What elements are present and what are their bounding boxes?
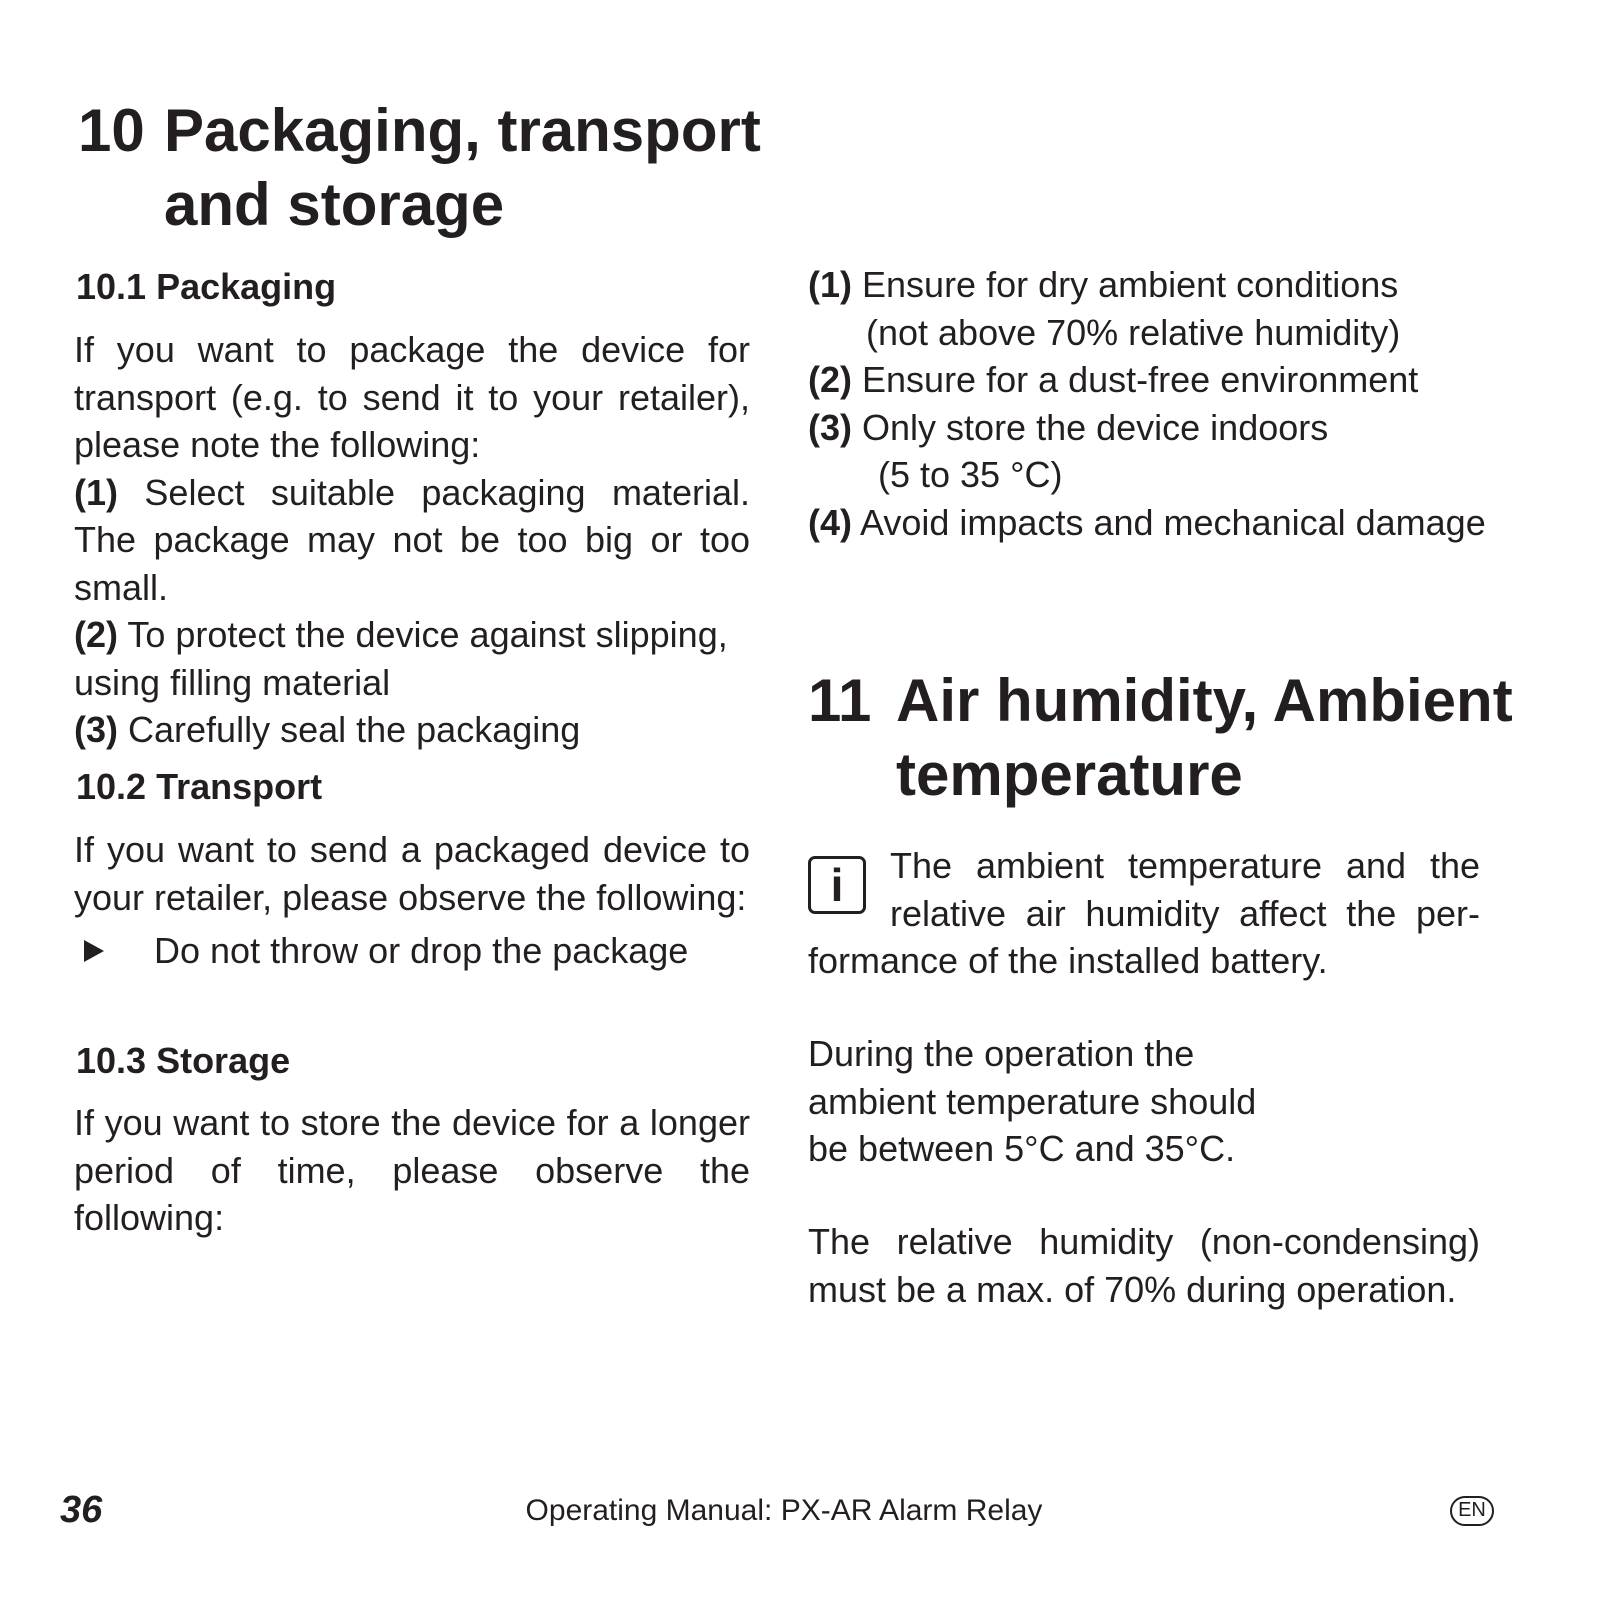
transport-heading: 10.2 Transport: [76, 766, 323, 807]
section-11-number: 11: [808, 667, 872, 734]
item-text: Select suitable packaging material. The package may not be too big or too small.: [74, 471, 750, 608]
transport-bullet: Do not throw or drop the package: [154, 930, 689, 971]
item-text: Ensure for a dust-free environment: [862, 359, 1419, 400]
info-line-3: formance of the installed battery.: [808, 940, 1328, 981]
operation-temperature: [808, 1030, 1480, 1173]
section-11-title-line1: Air humidity, Ambient: [896, 667, 1513, 734]
storage-item-2: [808, 356, 1508, 404]
packaging-block: [74, 326, 750, 754]
item-number: (4): [808, 501, 852, 543]
section-10-title-line2: and storage: [164, 171, 505, 238]
section-10-title-line1: Packaging, transport: [164, 97, 761, 164]
bullet-arrow-icon: [84, 940, 104, 962]
operation-temp-line-3: be between 5°C and 35°C.: [808, 1128, 1236, 1169]
info-icon: i: [808, 856, 866, 914]
item-number: (2): [74, 614, 118, 655]
page-number: 36: [60, 1489, 103, 1531]
section-10-number: 10: [78, 97, 145, 164]
item-number: (1): [74, 471, 118, 513]
storage-heading: 10.3 Storage: [76, 1040, 291, 1081]
storage-intro: If you want to store the device for a longer period of time, please observe the following:: [74, 1102, 750, 1238]
item-number: (3): [74, 709, 118, 750]
section-11-title-line2: temperature: [896, 741, 1243, 808]
storage-item-3: [808, 404, 1508, 452]
item-text: Carefully seal the packaging: [128, 709, 581, 750]
info-line-1: The ambient temperature and the: [890, 845, 1480, 886]
item-number: (2): [808, 359, 852, 400]
info-text: [808, 842, 1480, 985]
humidity-text: The relative humidity (non-condensing) must be a max. of 70% during operation.: [808, 1221, 1480, 1310]
footer-title: Operating Manual: PX-AR Alarm Relay: [525, 1494, 1043, 1527]
storage-list: [808, 261, 1508, 546]
packaging-item-3: [74, 706, 750, 754]
storage-item-4: [808, 499, 1508, 547]
section-10-heading: [78, 94, 838, 244]
packaging-heading: 10.1 Packaging: [76, 266, 337, 307]
transport-intro: If you want to send a packaged device to your retailer, please observe the following:: [74, 829, 750, 918]
item-number: (1): [808, 264, 852, 305]
item-text: Only store the device indoors: [862, 406, 1329, 448]
info-line-2: relative air humidity affect the per-: [890, 892, 1480, 934]
packaging-item-1: [74, 469, 750, 612]
operation-temp-line-1: During the operation the: [808, 1033, 1195, 1074]
storage-item-3-continued: (5 to 35 °C): [878, 454, 1063, 495]
language-badge: EN: [1450, 1496, 1494, 1526]
packaging-intro: If you want to package the device for transport (e.g. to send it to your retailer), please note the following:: [74, 329, 750, 465]
item-number: (3): [808, 406, 852, 448]
operation-temp-line-2: ambient temperature should: [808, 1080, 1257, 1122]
packaging-item-2: [74, 611, 750, 706]
storage-item-1-continued: (not above 70% relative humidity): [866, 311, 1401, 353]
item-text: Ensure for dry ambient conditions: [862, 264, 1399, 305]
item-text: To protect the device against slipping, using filling material: [74, 614, 728, 703]
item-text: Avoid impacts and mechanical damage: [860, 501, 1486, 543]
storage-item-1: [808, 261, 1508, 309]
section-11-heading: [808, 664, 1568, 814]
